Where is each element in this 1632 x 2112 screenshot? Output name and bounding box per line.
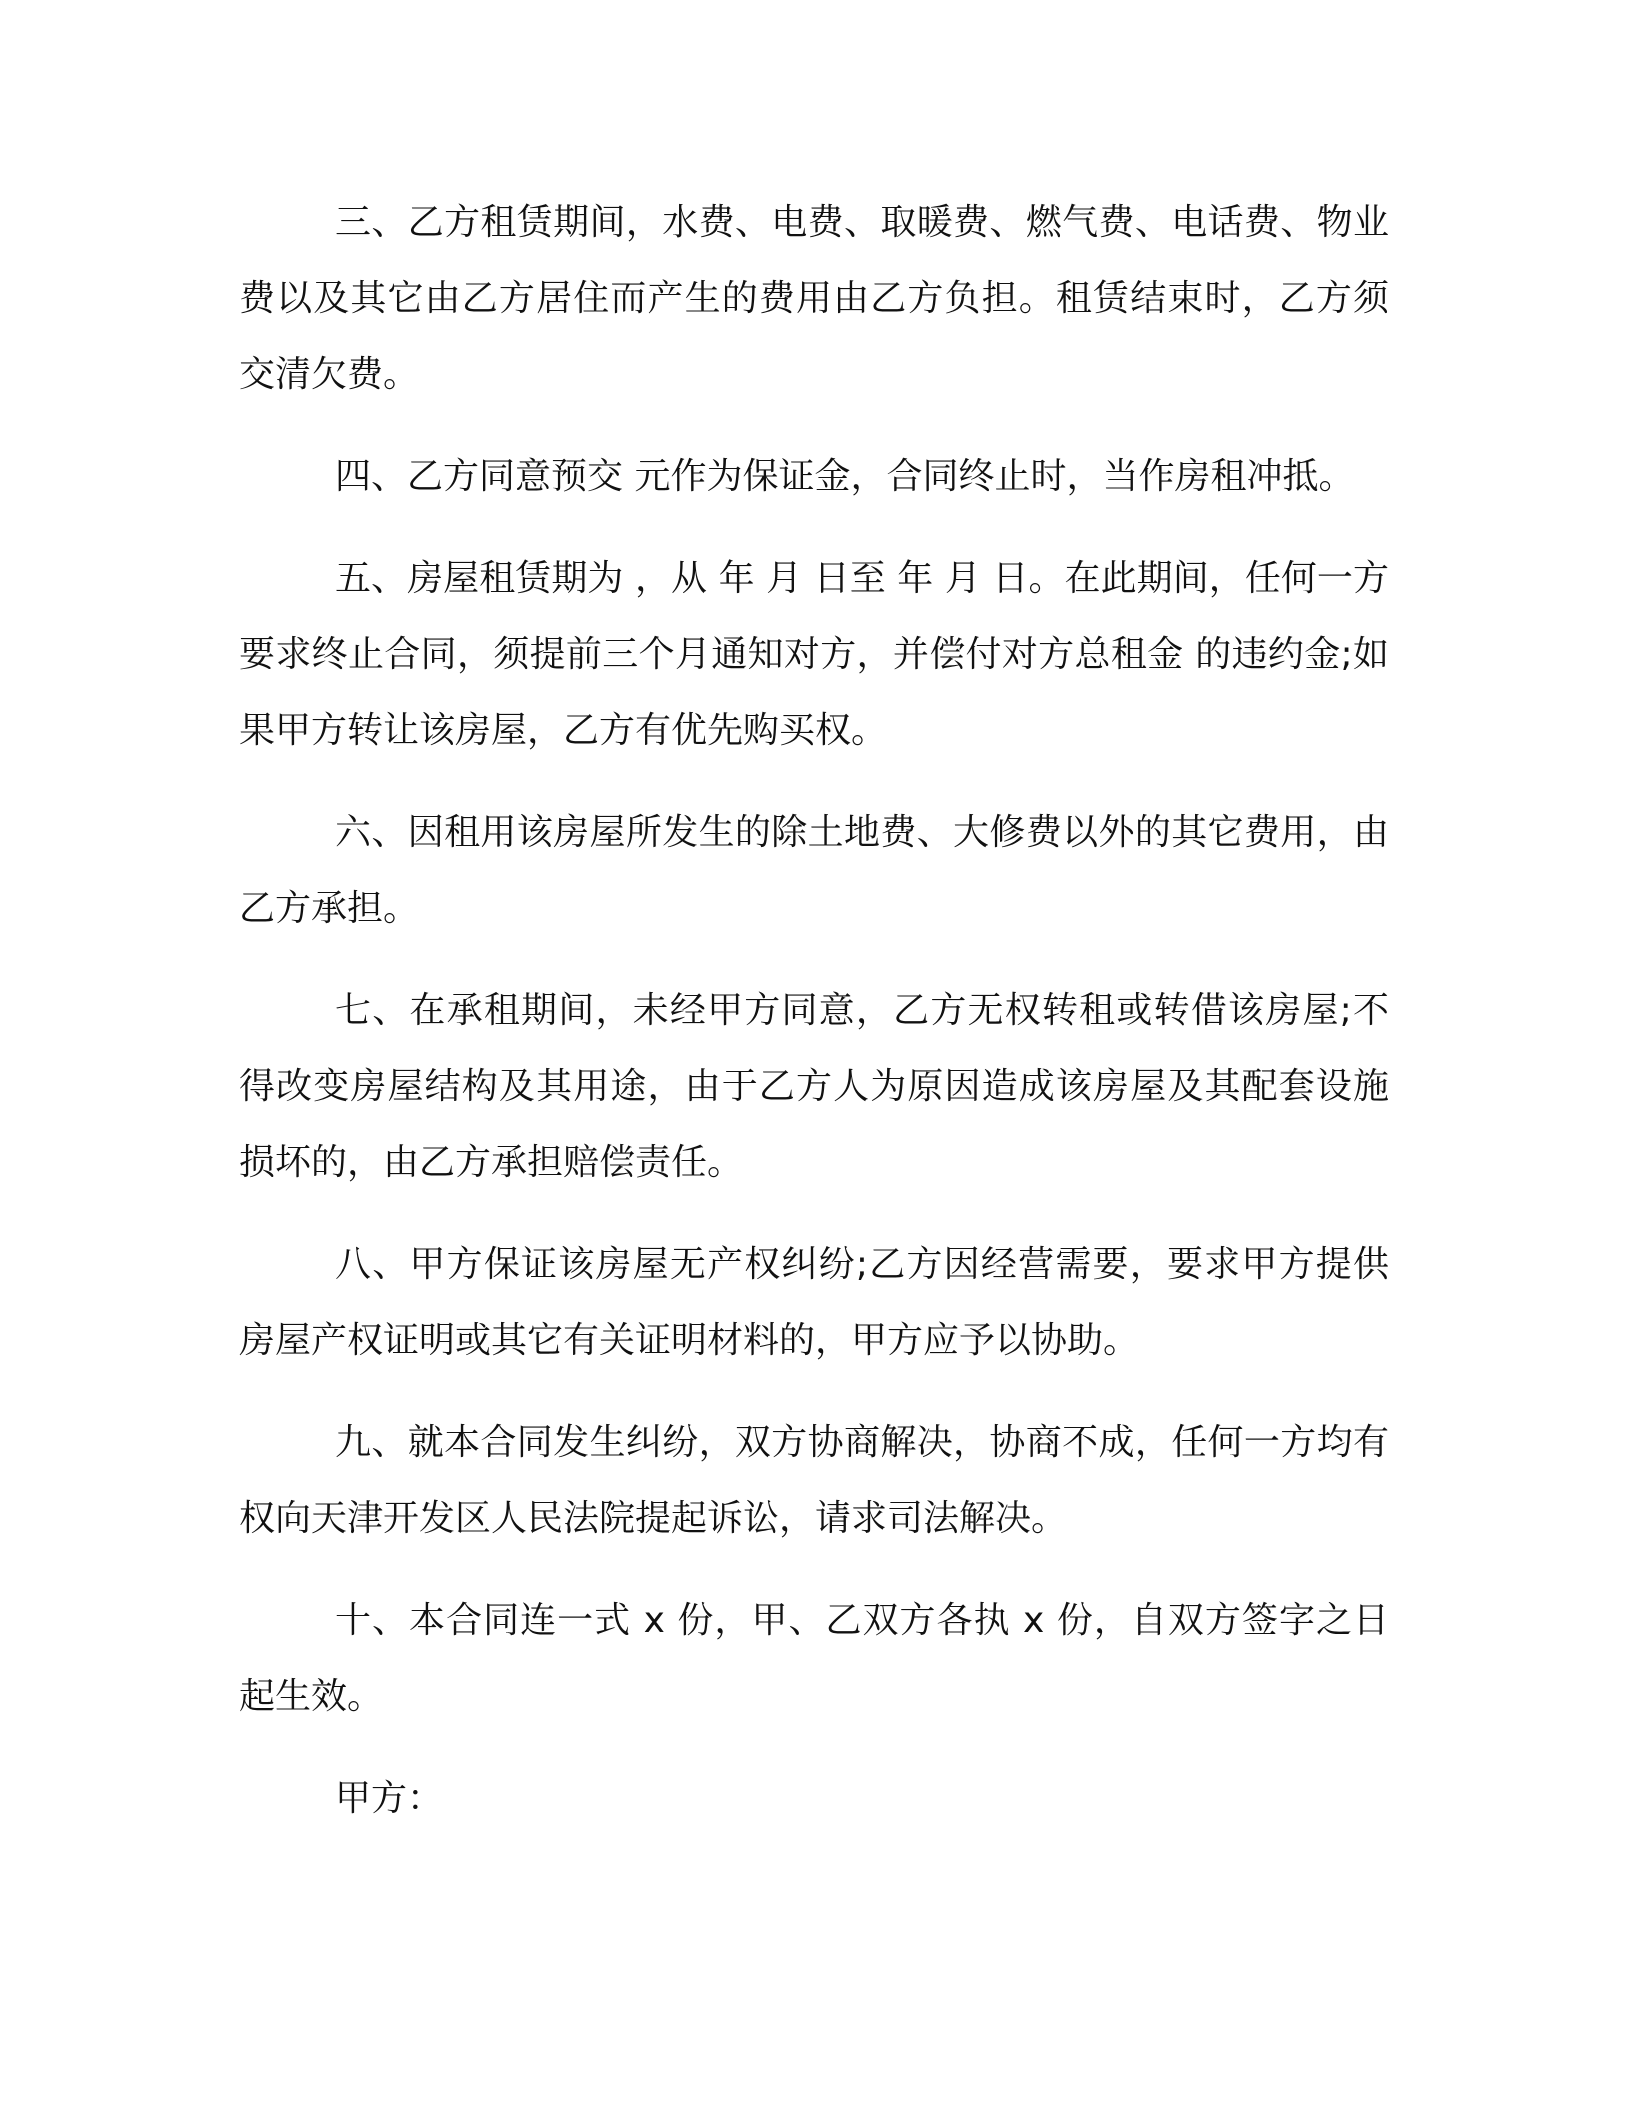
clause-8-paragraph: 八、甲方保证该房屋无产权纠纷;乙方因经营需要，要求甲方提供房屋产权证明或其它有关证明材料的，甲方应予以协助。 (239, 1244, 1389, 1361)
clause-9-paragraph: 九、就本合同发生纠纷，双方协商解决，协商不成，任何一方均有权向天津开发区人民法院提起诉讼，请求司法解决。 (239, 1422, 1389, 1539)
document-body (239, 185, 1389, 1863)
clause-7-paragraph: 七、在承租期间，未经甲方同意，乙方无权转租或转借该房屋;不得改变房屋结构及其用途，由于乙方人为原因造成该房屋及其配套设施损坏的，由乙方承担赔偿责任。 (239, 990, 1389, 1183)
clause-4-paragraph: 四、乙方同意预交 元作为保证金，合同终止时，当作房租冲抵。 (335, 456, 1355, 497)
party-a-signature-label: 甲方： (335, 1778, 444, 1819)
clause-5-paragraph: 五、房屋租赁期为 ，从 年 月 日至 年 月 日。在此期间，任何一方要求终止合同，须提前三个月通知对方，并偿付对方总租金 的违约金;如果甲方转让该房屋，乙方有优先购买权。 (239, 558, 1389, 751)
clause-3-paragraph: 三、乙方租赁期间，水费、电费、取暖费、燃气费、电话费、物业费以及其它由乙方居住而产生的费用由乙方负担。租赁结束时，乙方须交清欠费。 (239, 202, 1389, 395)
clause-6-paragraph: 六、因租用该房屋所发生的除土地费、大修费以外的其它费用，由乙方承担。 (239, 812, 1389, 929)
clause-10-paragraph: 十、本合同连一式 x 份，甲、乙双方各执 x 份，自双方签字之日起生效。 (239, 1600, 1389, 1717)
